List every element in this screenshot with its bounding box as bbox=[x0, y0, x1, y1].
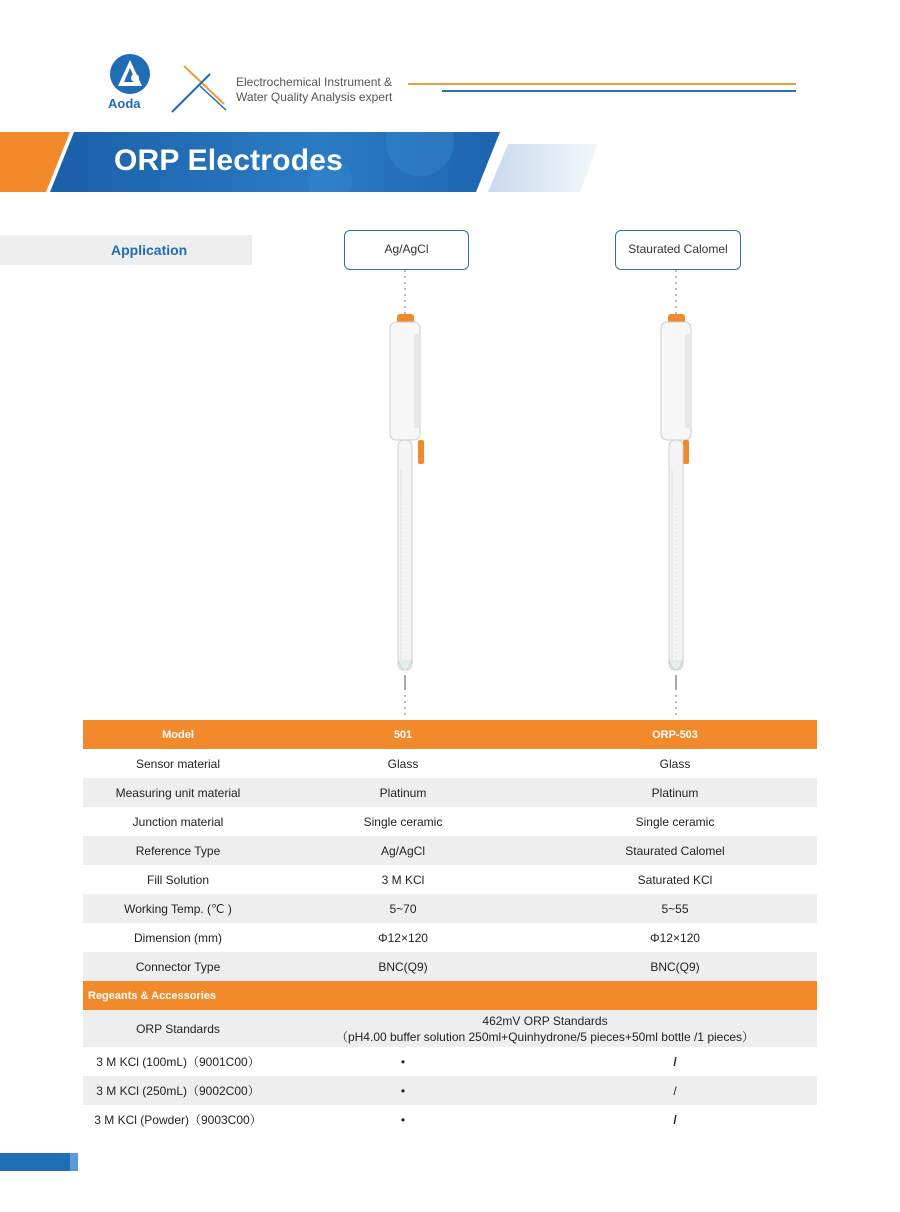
cell: Staurated Calomel bbox=[533, 836, 817, 865]
header-rule-orange bbox=[408, 83, 796, 85]
row-label: Working Temp. (℃ ) bbox=[83, 894, 273, 923]
table-header-row bbox=[83, 720, 817, 749]
row-label: Junction material bbox=[132, 814, 224, 829]
table-row bbox=[83, 894, 817, 923]
row-label: Fill Solution bbox=[146, 872, 210, 887]
footer-bar bbox=[0, 1153, 76, 1171]
cell: Ag/AgCl bbox=[273, 836, 533, 865]
orp-standards-desc bbox=[273, 1010, 817, 1047]
header-501: 501 bbox=[273, 720, 533, 749]
cell: 5~55 bbox=[533, 894, 817, 923]
cell: Saturated KCl bbox=[637, 872, 713, 887]
cell: Φ12×120 bbox=[378, 930, 428, 945]
row-label: Connector Type bbox=[83, 952, 273, 981]
cell: / bbox=[673, 1112, 677, 1127]
row-label: Sensor material bbox=[135, 756, 221, 771]
table-row bbox=[83, 1105, 817, 1134]
footer-bar-tip bbox=[70, 1153, 78, 1171]
cell: Glass bbox=[659, 756, 691, 771]
table-row bbox=[83, 1047, 817, 1076]
table-row bbox=[83, 749, 817, 778]
cell: Single ceramic bbox=[363, 814, 443, 829]
table-row bbox=[83, 952, 817, 981]
cell: • bbox=[273, 1076, 533, 1105]
application-label: Application bbox=[111, 242, 188, 258]
header-model: Model bbox=[83, 720, 273, 749]
row-label: Reference Type bbox=[83, 836, 273, 865]
electrode-501-image bbox=[380, 270, 434, 718]
row-label: ORP Standards bbox=[83, 1010, 273, 1047]
cell: Platinum bbox=[533, 778, 817, 807]
section-label: Regeants & Accessories bbox=[83, 981, 817, 1010]
tagline bbox=[236, 75, 392, 105]
cell: • bbox=[400, 1054, 406, 1069]
cell: • bbox=[400, 1112, 406, 1127]
row-label: Dimension (mm) bbox=[133, 930, 222, 945]
tagline-line-2: Water Quality Analysis expert bbox=[236, 90, 393, 104]
cell: Single ceramic bbox=[635, 814, 715, 829]
spec-table bbox=[83, 720, 817, 1134]
table-row bbox=[83, 1076, 817, 1105]
x-mark-icon bbox=[170, 64, 230, 116]
header-orp503: ORP-503 bbox=[533, 720, 817, 749]
row-label: 3 M KCl (Powder)（9003C00） bbox=[94, 1113, 262, 1127]
page-title: ORP Electrodes bbox=[114, 144, 344, 177]
tagline-line-1: Electrochemical Instrument & bbox=[236, 75, 393, 89]
cell: Glass bbox=[387, 756, 419, 771]
table-row-orp-standards bbox=[83, 1010, 817, 1047]
cell: BNC(Q9) bbox=[273, 952, 533, 981]
table-row bbox=[83, 778, 817, 807]
cell: / bbox=[673, 1054, 677, 1069]
cell: 3 M KCl bbox=[381, 872, 425, 887]
table-row bbox=[83, 836, 817, 865]
row-label: 3 M KCl (250mL)（9002C00） bbox=[83, 1076, 273, 1105]
table-row bbox=[83, 923, 817, 952]
callout-ag-agcl: Ag/AgCl bbox=[344, 230, 469, 270]
row-label: Measuring unit material bbox=[83, 778, 273, 807]
table-row bbox=[83, 807, 817, 836]
logo-text: Aoda bbox=[108, 96, 141, 111]
header-rule-blue bbox=[442, 90, 796, 92]
orp-standards-line-2: （pH4.00 buffer solution 250ml+Quinhydrone/5 pieces+50ml bottle /1 pieces） bbox=[335, 1029, 755, 1044]
electrode-orp503-image bbox=[651, 270, 705, 718]
cell: 5~70 bbox=[273, 894, 533, 923]
table-row bbox=[83, 865, 817, 894]
cell: Platinum bbox=[273, 778, 533, 807]
orp-standards-line-1: 462mV ORP Standards bbox=[482, 1013, 608, 1028]
cell: BNC(Q9) bbox=[533, 952, 817, 981]
section-row-accessories bbox=[83, 981, 817, 1010]
cell: / bbox=[533, 1076, 817, 1105]
callout-calomel: Staurated Calomel bbox=[615, 230, 741, 270]
row-label: 3 M KCl (100mL)（9001C00） bbox=[96, 1055, 260, 1069]
cell: Φ12×120 bbox=[650, 930, 700, 945]
